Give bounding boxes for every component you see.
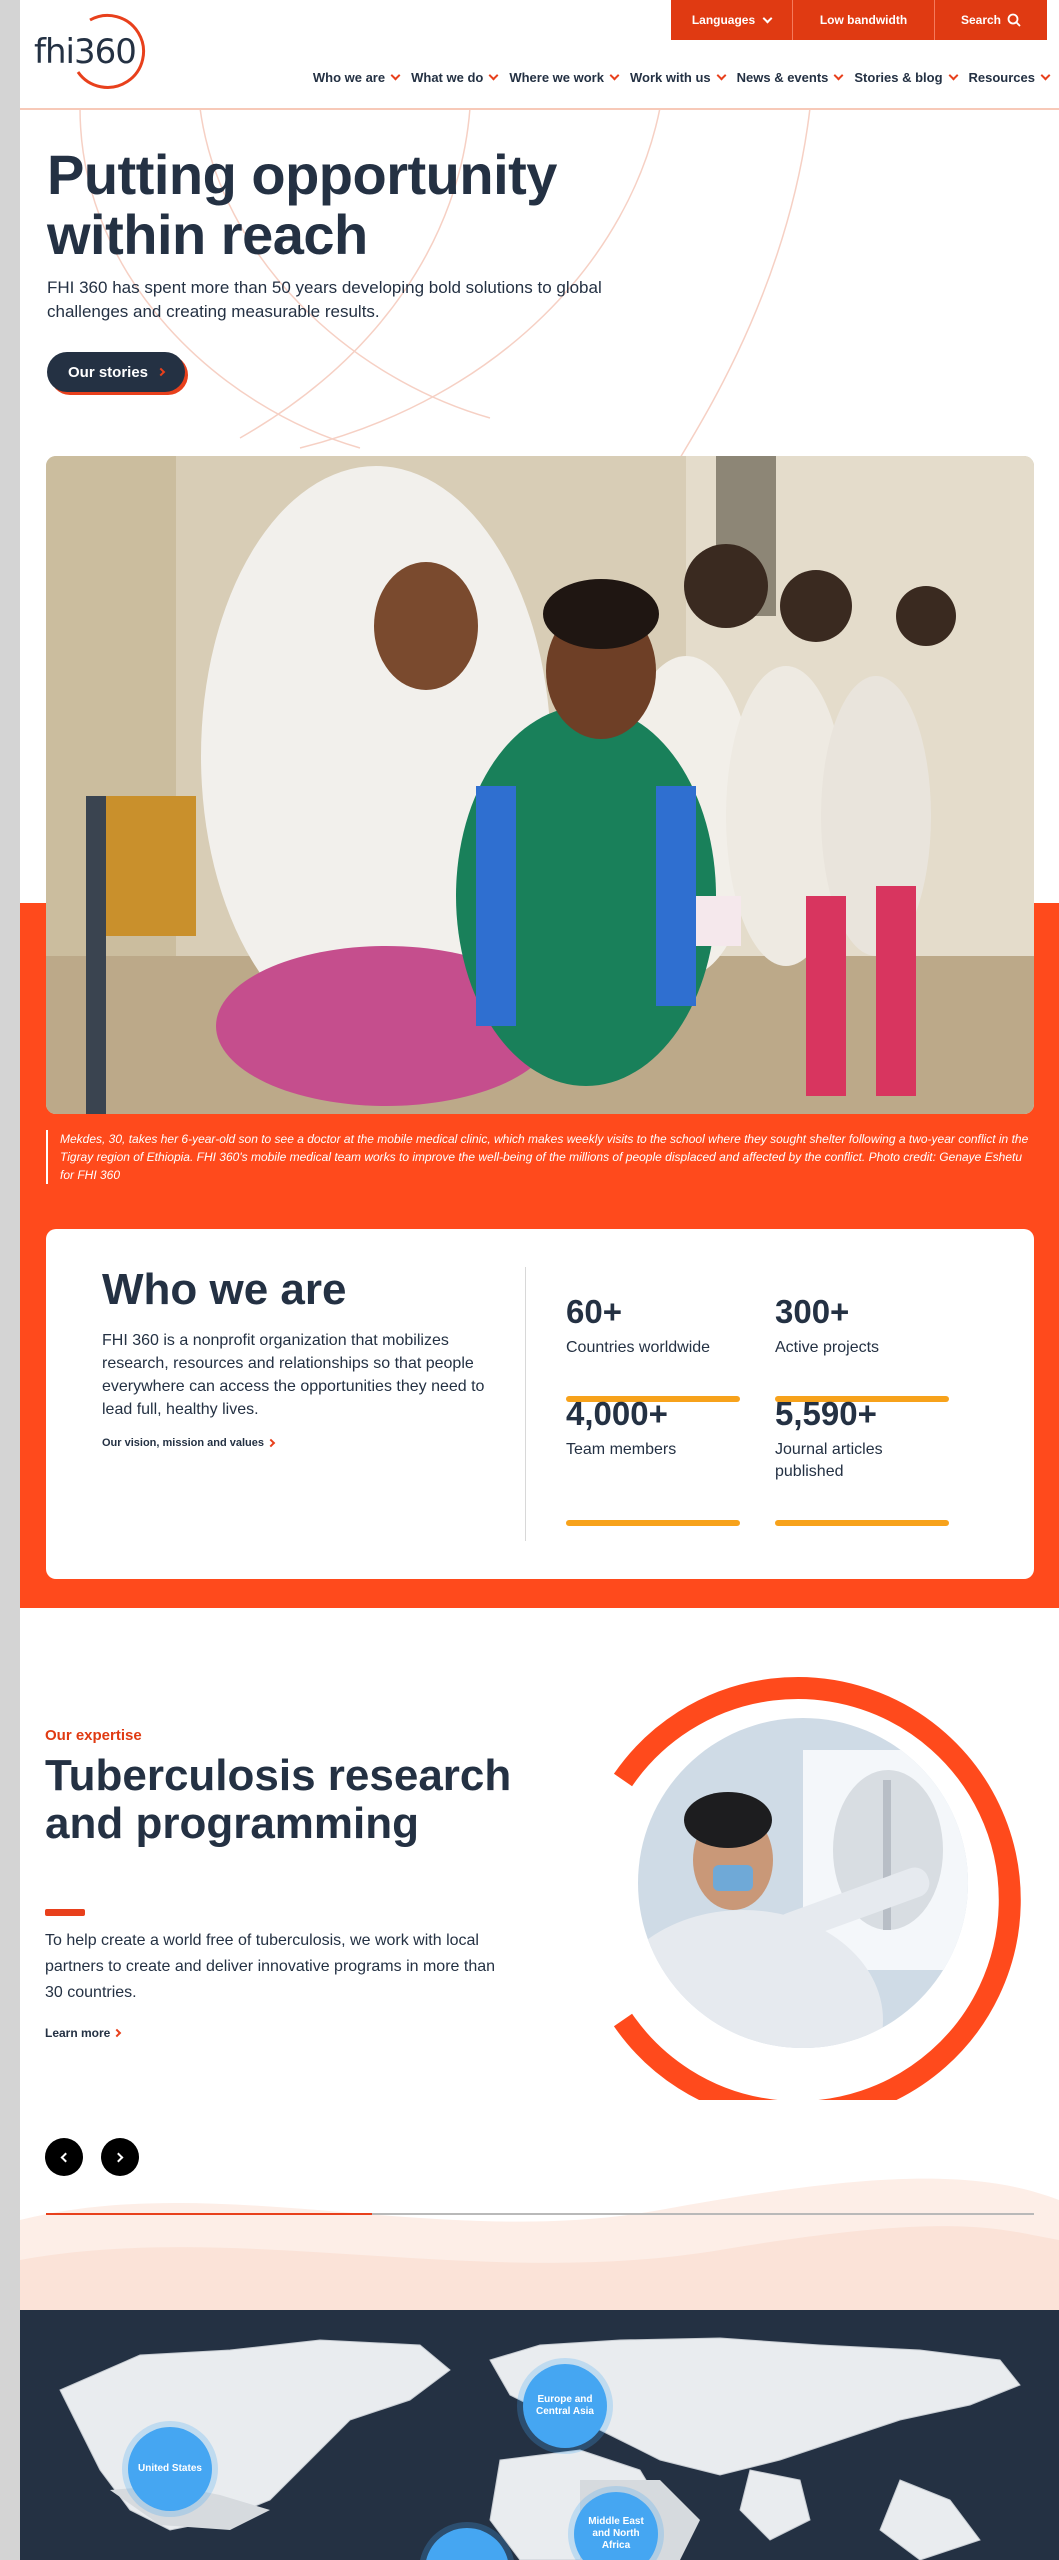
chevron-down-icon xyxy=(1041,71,1051,81)
carousel-next-button[interactable] xyxy=(101,2138,139,2176)
nav-label: News & events xyxy=(736,70,829,85)
nav-label: Work with us xyxy=(629,70,711,85)
learn-more-link[interactable] xyxy=(45,2026,120,2040)
stat-label: Countries worldwide xyxy=(566,1339,711,1356)
nav-label: Resources xyxy=(968,70,1035,85)
vision-mission-label: Our vision, mission and values xyxy=(102,1437,264,1449)
page xyxy=(20,0,1059,2560)
region-europe-central-asia[interactable] xyxy=(523,2364,607,2448)
stat-label: Team members xyxy=(566,1441,677,1458)
utility-bar xyxy=(671,0,1047,40)
carousel-prev-button[interactable] xyxy=(45,2138,83,2176)
stat-journal-articles xyxy=(775,1395,949,1483)
expertise-title: Tuberculosis research and programming xyxy=(45,1751,512,1848)
region-label: Middle East and North Africa xyxy=(588,2516,644,2551)
stat-value: 4,000+ xyxy=(566,1395,668,1432)
logo-text: fhi360 xyxy=(34,32,136,72)
stat-bar xyxy=(566,1520,740,1526)
stat-countries xyxy=(566,1293,740,1359)
chevron-right-icon xyxy=(113,2029,121,2037)
languages-button[interactable] xyxy=(671,0,793,40)
stat-bar xyxy=(775,1520,949,1526)
decorative-waves xyxy=(20,2160,1059,2310)
nav-item-what-we-do[interactable] xyxy=(411,70,497,85)
chevron-down-icon xyxy=(489,71,499,81)
low-bandwidth-label: Low bandwidth xyxy=(819,13,908,27)
low-bandwidth-button[interactable] xyxy=(793,0,935,40)
search-icon xyxy=(1007,13,1021,27)
nav-item-stories-blog[interactable] xyxy=(854,70,956,85)
nav-label: Stories & blog xyxy=(854,70,943,85)
expertise-underline xyxy=(45,1909,85,1916)
hero-title-line2: within reach xyxy=(47,203,368,266)
chevron-right-icon xyxy=(157,368,165,376)
chevron-right-icon xyxy=(267,1439,275,1447)
search-label: Search xyxy=(960,13,1002,27)
stat-value: 5,590+ xyxy=(775,1395,877,1432)
who-divider xyxy=(525,1267,526,1541)
chevron-down-icon xyxy=(610,71,620,81)
nav-item-where-we-work[interactable] xyxy=(509,70,618,85)
stat-value: 300+ xyxy=(775,1293,850,1330)
site-header xyxy=(20,0,1059,110)
vision-mission-link[interactable] xyxy=(102,1437,274,1449)
who-we-are-body: FHI 360 is a nonprofit organization that mobilizes research, resources and relationships so that people everywhere can access the opportunities they need to lead full, healthy lives. xyxy=(102,1332,485,1418)
main-nav xyxy=(313,70,1049,85)
photo-caption: Mekdes, 30, takes her 6-year-old son to see a doctor at the mobile medical clinic, which makes weekly visits to the school where they sought shelter following a two-year conflict in the Tigray region of Ethiopia. FHI 360's mobile medical team works to improve the well-being of the millions of people displaced and affected by the conflict. Photo credit: Genaye Eshetu for FHI 360 xyxy=(46,1130,1034,1184)
who-we-are-card xyxy=(46,1229,1034,1579)
carousel-progress xyxy=(46,2213,1034,2215)
our-stories-button[interactable] xyxy=(47,352,185,392)
chevron-down-icon xyxy=(948,71,958,81)
hero-title-line1: Putting opportunity xyxy=(47,143,557,206)
nav-item-work-with-us[interactable] xyxy=(630,70,725,85)
stat-projects xyxy=(775,1293,949,1359)
our-stories-label: Our stories xyxy=(68,363,149,381)
stat-value: 60+ xyxy=(566,1293,622,1330)
chevron-down-icon xyxy=(391,71,401,81)
hero-photo xyxy=(46,456,1034,1114)
page-left-rail xyxy=(0,0,20,2560)
nav-item-resources[interactable] xyxy=(969,70,1049,85)
fhi360-logo[interactable] xyxy=(34,12,164,92)
region-label: Europe and Central Asia xyxy=(536,2394,594,2417)
who-we-are-title: Who we are xyxy=(102,1265,347,1314)
search-button[interactable] xyxy=(935,0,1047,40)
expertise-photo xyxy=(593,1640,1033,2100)
nav-label: Who we are xyxy=(312,70,386,85)
region-united-states[interactable] xyxy=(128,2427,212,2511)
hero-title xyxy=(47,145,687,265)
chevron-right-icon xyxy=(114,2152,124,2162)
hero-photo-illustration xyxy=(46,456,1034,1114)
expertise-body: To help create a world free of tuberculosis, we work with local partners to create and deliver innovative programs in more than 30 countries. xyxy=(45,1932,496,2001)
nav-label: What we do xyxy=(411,70,484,85)
stat-team-members xyxy=(566,1395,740,1461)
languages-label: Languages xyxy=(691,13,756,27)
chevron-left-icon xyxy=(61,2152,71,2162)
learn-more-label: Learn more xyxy=(45,2026,111,2040)
nav-label: Where we work xyxy=(509,70,604,85)
region-label: United States xyxy=(138,2463,202,2474)
expertise-label: Our expertise xyxy=(45,1727,142,1744)
nav-item-who-we-are[interactable] xyxy=(313,70,399,85)
stat-label: Active projects xyxy=(775,1339,880,1356)
world-map-section xyxy=(20,2310,1059,2560)
hero-subtitle: FHI 360 has spent more than 50 years developing bold solutions to global challenges and creating measurable results. xyxy=(47,278,602,321)
chevron-down-icon xyxy=(763,13,773,23)
carousel-progress-fill xyxy=(46,2213,372,2215)
chevron-down-icon xyxy=(834,71,844,81)
chevron-down-icon xyxy=(716,71,726,81)
nav-item-news-events[interactable] xyxy=(737,70,843,85)
stat-label: Journal articles published xyxy=(775,1441,883,1480)
